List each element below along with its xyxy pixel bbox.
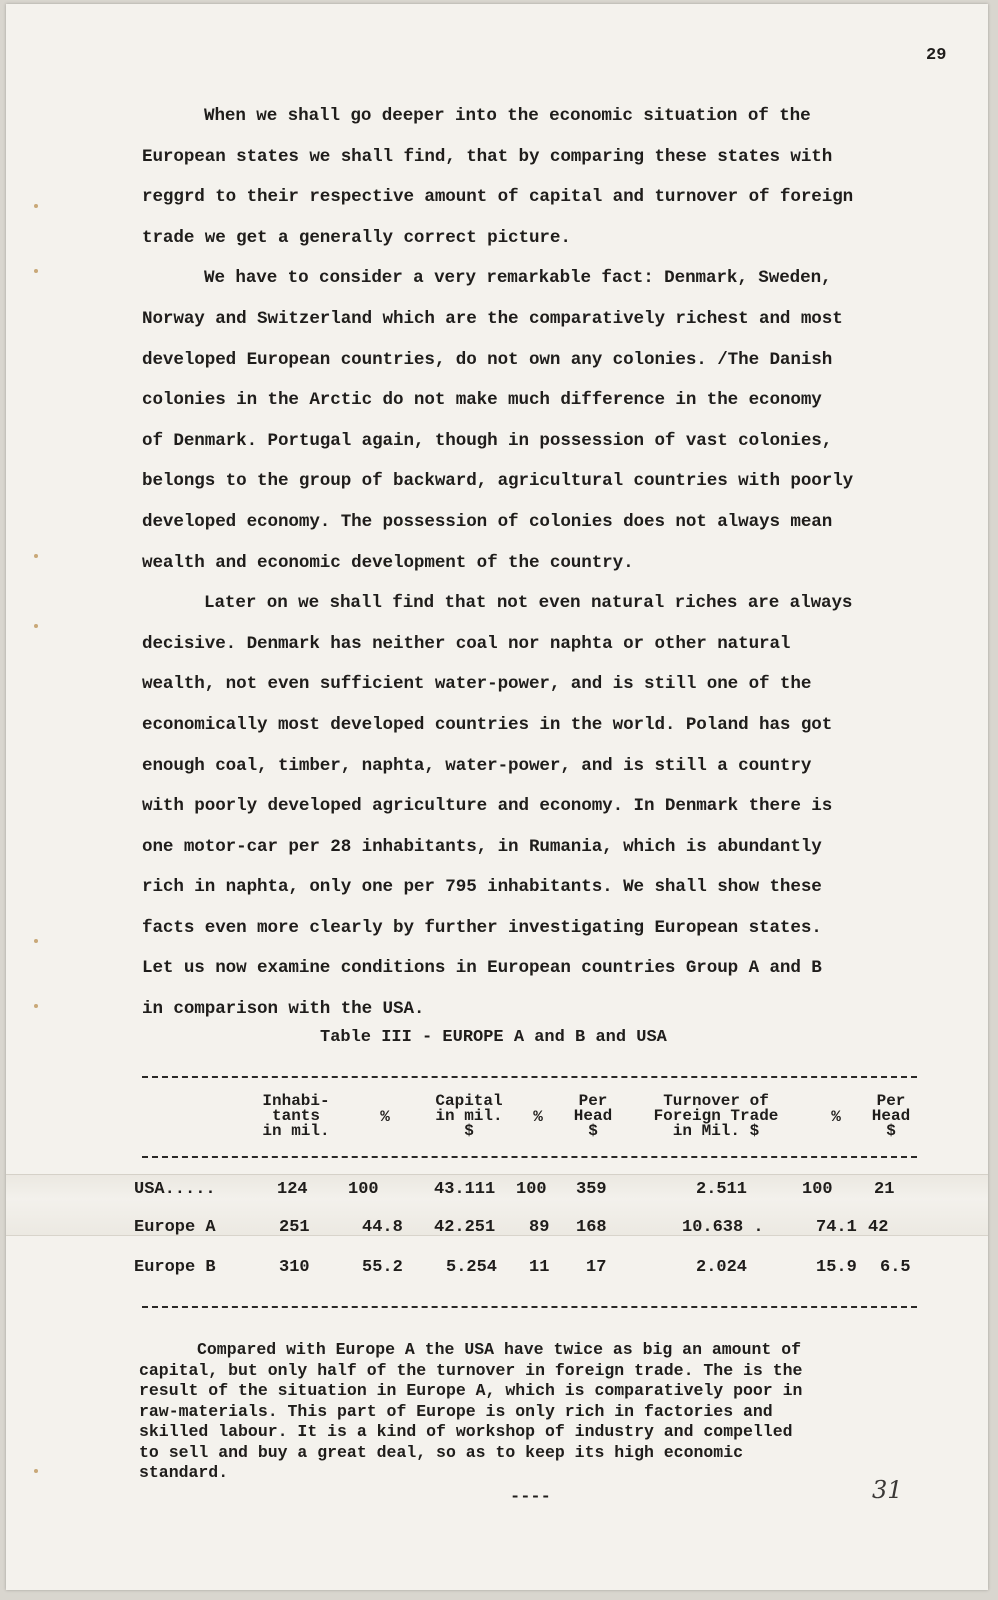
- header-line: $: [886, 1122, 896, 1140]
- header-line: Capital: [435, 1092, 503, 1110]
- header-line: $: [464, 1122, 474, 1140]
- row-label: USA.....: [134, 1180, 216, 1199]
- text-line: economically most developed countries in the world. Poland has got: [142, 714, 833, 735]
- staple-mark: [34, 1004, 38, 1008]
- header-capital: [422, 1094, 516, 1139]
- staple-mark: [34, 624, 38, 628]
- text-line: trade we get a generally correct picture.: [142, 227, 571, 248]
- header-turnover: [634, 1094, 798, 1139]
- cell-percent: 44.8: [362, 1218, 403, 1237]
- staple-mark: [34, 939, 38, 943]
- text-line: wealth, not even sufficient water-power, and is still one of the: [142, 674, 812, 695]
- cell-per-head: 168: [576, 1218, 607, 1237]
- text-line: belongs to the group of backward, agricultural countries with poorly: [142, 471, 854, 492]
- cell-per-head: 17: [586, 1258, 607, 1277]
- text-line: When we shall go deeper into the economic situation of the: [204, 106, 811, 126]
- end-mark: ----: [510, 1488, 551, 1507]
- header-line: in mil.: [435, 1107, 503, 1125]
- header-per-head-capital: [562, 1094, 624, 1139]
- text-line: decisive. Denmark has neither coal nor naphta or other natural: [142, 633, 791, 654]
- text-line: rich in naphta, only one per 795 inhabitants. We shall show these: [142, 877, 822, 898]
- header-line: Head: [871, 1107, 911, 1125]
- cell-percent: 100: [516, 1180, 547, 1199]
- header-inhabitants: [250, 1094, 342, 1139]
- cell-capital: 43.111: [434, 1180, 496, 1199]
- cell-per-head: 21: [874, 1180, 895, 1199]
- header-line: Turnover of: [663, 1092, 769, 1110]
- cell-turnover: 2.511: [696, 1180, 748, 1199]
- body-text: [142, 96, 962, 1030]
- header-line: $: [588, 1122, 598, 1140]
- text-line: developed economy. The possession of colonies does not always mean: [142, 511, 833, 532]
- cell-per-head: 359: [576, 1180, 607, 1199]
- table-top-rule: [142, 1076, 917, 1078]
- cell-percent: 11: [529, 1258, 550, 1277]
- text-line: with poorly developed agriculture and economy. In Denmark there is: [142, 796, 833, 817]
- text-line: European states we shall find, that by comparing these states with: [142, 146, 833, 167]
- header-line: tants: [271, 1107, 320, 1125]
- header-per-head-turnover: [858, 1094, 924, 1139]
- text-line: reggrd to their respective amount of capital and turnover of foreign: [142, 187, 854, 208]
- staple-mark: [34, 269, 38, 273]
- text-line: in comparison with the USA.: [142, 999, 425, 1020]
- text-line: to sell and buy a great deal, so as to keep its high economic: [139, 1442, 743, 1462]
- cell-turnover: 2.024: [696, 1258, 748, 1277]
- cell-percent: 55.2: [362, 1258, 403, 1277]
- header-line: Per: [578, 1092, 608, 1110]
- document-page: [6, 4, 988, 1590]
- text-line: We have to consider a very remarkable fact: Denmark, Sweden,: [204, 268, 832, 289]
- text-line: result of the situation in Europe A, which is comparatively poor in: [139, 1381, 803, 1400]
- text-line: one motor-car per 28 inhabitants, in Rumania, which is abundantly: [142, 836, 822, 857]
- text-line: standard.: [139, 1463, 229, 1482]
- text-line: capital, but only half of the turnover in foreign trade. The is the: [139, 1360, 803, 1380]
- text-line: Let us now examine conditions in European countries Group A and B: [142, 958, 822, 979]
- table-bottom-rule: [142, 1306, 917, 1308]
- header-line: Inhabi-: [262, 1092, 330, 1110]
- header-line: Per: [876, 1092, 906, 1110]
- staple-mark: [34, 554, 38, 558]
- cell-capital: 5.254: [446, 1258, 498, 1277]
- cell-percent: 74.1: [816, 1218, 857, 1237]
- staple-mark: [34, 204, 38, 208]
- header-line: Foreign Trade: [653, 1107, 779, 1125]
- text-line: of Denmark. Portugal again, though in possession of vast colonies,: [142, 430, 833, 451]
- text-line: developed European countries, do not own any colonies. /The Danish: [142, 349, 833, 370]
- text-line: wealth and economic development of the country.: [142, 552, 634, 573]
- cell-per-head: 42: [868, 1218, 889, 1237]
- row-label: Europe B: [134, 1258, 216, 1277]
- header-line: in Mil. $: [672, 1122, 760, 1140]
- text-line: colonies in the Arctic do not make much difference in the economy: [142, 390, 822, 411]
- page-number: 29: [926, 46, 947, 65]
- cell-percent: 100: [348, 1180, 379, 1199]
- cell-percent: 15.9: [816, 1258, 857, 1277]
- text-line: facts even more clearly by further investigating European states.: [142, 917, 822, 938]
- cell-per-head: 6.5: [880, 1258, 911, 1277]
- cell-turnover: 10.638 .: [682, 1218, 764, 1237]
- table-header-rule: [142, 1156, 917, 1158]
- handwritten-page-number: 31: [872, 1476, 903, 1504]
- staple-mark: [34, 1469, 38, 1473]
- header-line: in mil.: [262, 1122, 330, 1140]
- cell-inhabitants: 310: [279, 1258, 310, 1277]
- cell-capital: 42.251: [434, 1218, 496, 1237]
- text-line: raw-materials. This part of Europe is only rich in factories and: [139, 1401, 773, 1421]
- header-percent-inhabitants: %: [380, 1108, 390, 1126]
- text-line: skilled labour. It is a kind of workshop of industry and compelled: [139, 1422, 793, 1441]
- text-line: enough coal, timber, naphta, water-power, and is still a country: [142, 755, 812, 776]
- cell-inhabitants: 251: [279, 1218, 310, 1237]
- cell-percent: 89: [529, 1218, 550, 1237]
- text-line: Later on we shall find that not even natural riches are always: [204, 593, 853, 614]
- header-percent-turnover: %: [831, 1108, 841, 1126]
- text-line: Compared with Europe A the USA have twice as big an amount of: [197, 1340, 801, 1359]
- header-line: Head: [573, 1107, 613, 1125]
- cell-percent: 100: [802, 1180, 833, 1199]
- row-label: Europe A: [134, 1218, 216, 1237]
- cell-inhabitants: 124: [277, 1180, 308, 1199]
- header-percent-capital: %: [533, 1108, 543, 1126]
- table-commentary: [139, 1340, 939, 1484]
- table-title: Table III - EUROPE A and B and USA: [320, 1028, 667, 1047]
- text-line: Norway and Switzerland which are the comparatively richest and most: [142, 308, 843, 329]
